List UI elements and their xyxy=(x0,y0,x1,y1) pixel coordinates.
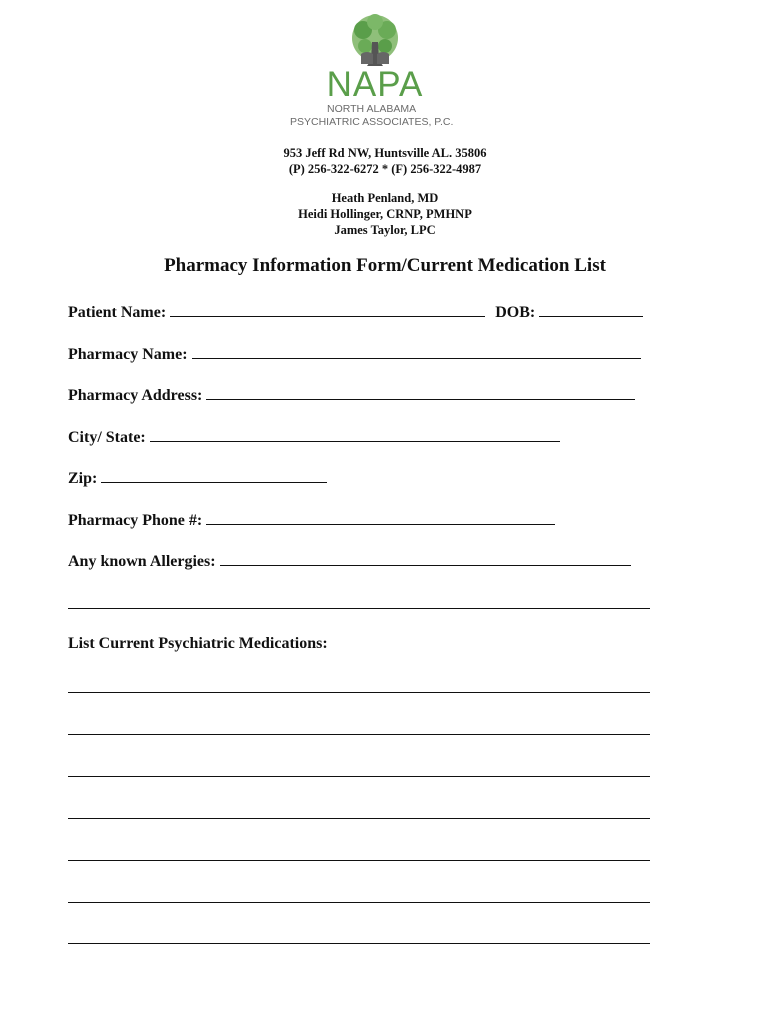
allergies-field[interactable] xyxy=(220,551,631,566)
clinic-phone-fax: (P) 256-322-6272 * (F) 256-322-4987 xyxy=(288,162,482,176)
pharmacy-phone-row xyxy=(68,510,555,531)
patient-name-row xyxy=(68,302,643,323)
medication-line[interactable] xyxy=(68,776,650,777)
pharmacy-name-row xyxy=(68,344,641,365)
medication-line[interactable] xyxy=(68,734,650,735)
medication-line[interactable] xyxy=(68,692,650,693)
zip-label: Zip: xyxy=(68,470,98,487)
zip-field[interactable] xyxy=(101,468,327,483)
dob-label: DOB: xyxy=(495,304,536,321)
allergies-label: Any known Allergies: xyxy=(68,553,216,570)
medication-line[interactable] xyxy=(68,902,650,903)
logo-wordmark: NAPA xyxy=(326,65,424,104)
form-title: Pharmacy Information Form/Current Medication List xyxy=(164,255,606,276)
pharmacy-phone-field[interactable] xyxy=(206,510,555,525)
logo-subtitle-line2: PSYCHIATRIC ASSOCIATES, P.C. xyxy=(290,116,454,128)
pharmacy-phone-label: Pharmacy Phone #: xyxy=(68,512,203,529)
pharmacy-address-row xyxy=(68,385,635,406)
clinic-address: 953 Jeff Rd NW, Huntsville AL. 35806 xyxy=(283,146,487,160)
patient-name-field[interactable] xyxy=(170,302,485,317)
patient-name-label: Patient Name: xyxy=(68,304,167,321)
tree-logo-icon xyxy=(347,14,403,70)
medication-line[interactable] xyxy=(68,860,650,861)
pharmacy-name-field[interactable] xyxy=(192,344,641,359)
provider-name: Heidi Hollinger, CRNP, PMHNP xyxy=(298,207,472,221)
medication-line[interactable] xyxy=(68,943,650,944)
provider-name: James Taylor, LPC xyxy=(334,223,436,237)
pharmacy-name-label: Pharmacy Name: xyxy=(68,346,188,363)
napa-logo xyxy=(285,12,475,128)
dob-field[interactable] xyxy=(539,302,643,317)
allergies-row xyxy=(68,551,631,572)
allergies-continuation-line[interactable] xyxy=(68,608,650,609)
medication-line[interactable] xyxy=(68,818,650,819)
logo-subtitle-line1: NORTH ALABAMA xyxy=(327,103,417,115)
city-state-row xyxy=(68,427,560,448)
pharmacy-address-label: Pharmacy Address: xyxy=(68,387,203,404)
pharmacy-address-field[interactable] xyxy=(206,385,635,400)
medications-heading: List Current Psychiatric Medications: xyxy=(68,635,328,652)
zip-row xyxy=(68,468,327,489)
provider-name: Heath Penland, MD xyxy=(331,191,439,205)
city-state-label: City/ State: xyxy=(68,429,146,446)
city-state-field[interactable] xyxy=(150,427,560,442)
